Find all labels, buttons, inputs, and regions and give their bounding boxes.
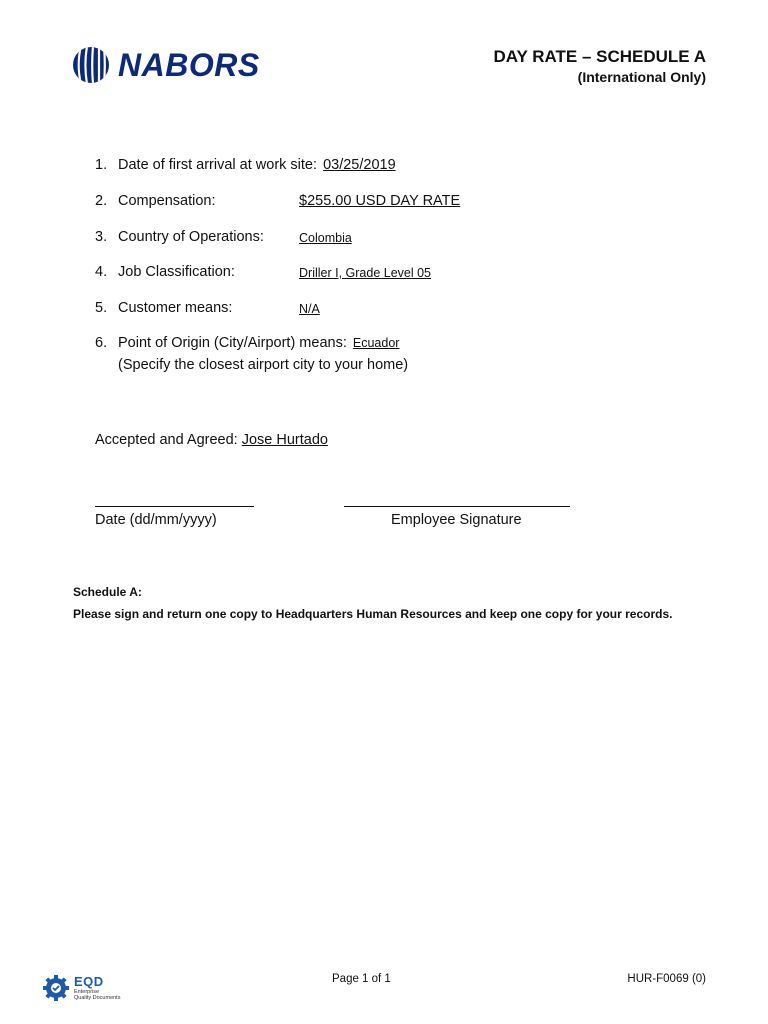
nabors-logo (72, 45, 260, 85)
document-title-block (493, 47, 706, 87)
list-item-customer: 5. Customer means: N/A (95, 298, 232, 318)
schedule-instructions: Please sign and return one copy to Headquarters Human Resources and keep one copy for your records. (73, 607, 673, 621)
item-label: Country of Operations: (118, 229, 264, 245)
eqd-sub-1: Enterprise (74, 989, 100, 995)
accepted-agreed-label: Accepted and Agreed: (95, 432, 238, 448)
item-label: Job Classification: (118, 264, 235, 280)
date-signature-line (95, 506, 254, 507)
customer-value: N/A (299, 302, 320, 316)
list-item-compensation: 2. Compensation: $255.00 USD DAY RATE (95, 193, 461, 209)
accepted-agreed (95, 430, 328, 450)
eqd-title: EQD (74, 974, 104, 989)
item-label: Point of Origin (City/Airport) means: (118, 335, 347, 351)
employee-signature-line (344, 506, 570, 507)
item-label: Compensation: (118, 193, 216, 209)
date-label: Date (dd/mm/yyyy) (95, 512, 217, 528)
list-item-country: 3. Country of Operations: Colombia (95, 227, 264, 247)
gear-icon (42, 974, 70, 1002)
page-number: Page 1 of 1 (332, 973, 391, 985)
employee-name: Jose Hurtado (241, 432, 328, 448)
list-item-point-of-origin: 6. Point of Origin (City/Airport) means: Ecuador (95, 335, 400, 351)
arrival-date-value: 03/25/2019 (323, 157, 396, 173)
eqd-logo (42, 974, 120, 1002)
schedule-heading: Schedule A: (73, 585, 142, 599)
country-value: Colombia (299, 231, 352, 245)
nabors-globe-icon (72, 46, 110, 84)
company-name: NABORS (118, 47, 260, 83)
eqd-sub-2: Quality Documents (74, 995, 121, 1001)
item-label: Date of first arrival at work site: (118, 157, 318, 173)
employee-signature-label: Employee Signature (391, 512, 522, 528)
list-item-arrival-date: 1. Date of first arrival at work site: 03/25/2019 (95, 157, 396, 173)
point-of-origin-value: Ecuador (352, 336, 400, 350)
compensation-value: $255.00 USD DAY RATE (299, 193, 461, 209)
item-label: Customer means: (118, 300, 233, 316)
list-item-job-classification: 4. Job Classification: Driller I, Grade Level 05 (95, 262, 235, 282)
job-classification-value: Driller I, Grade Level 05 (299, 266, 432, 280)
document-subtitle: (International Only) (577, 69, 706, 85)
form-code: HUR-F0069 (0) (627, 973, 706, 985)
point-of-origin-note: (Specify the closest airport city to your home) (118, 357, 409, 373)
document-title: DAY RATE – SCHEDULE A (493, 47, 706, 66)
